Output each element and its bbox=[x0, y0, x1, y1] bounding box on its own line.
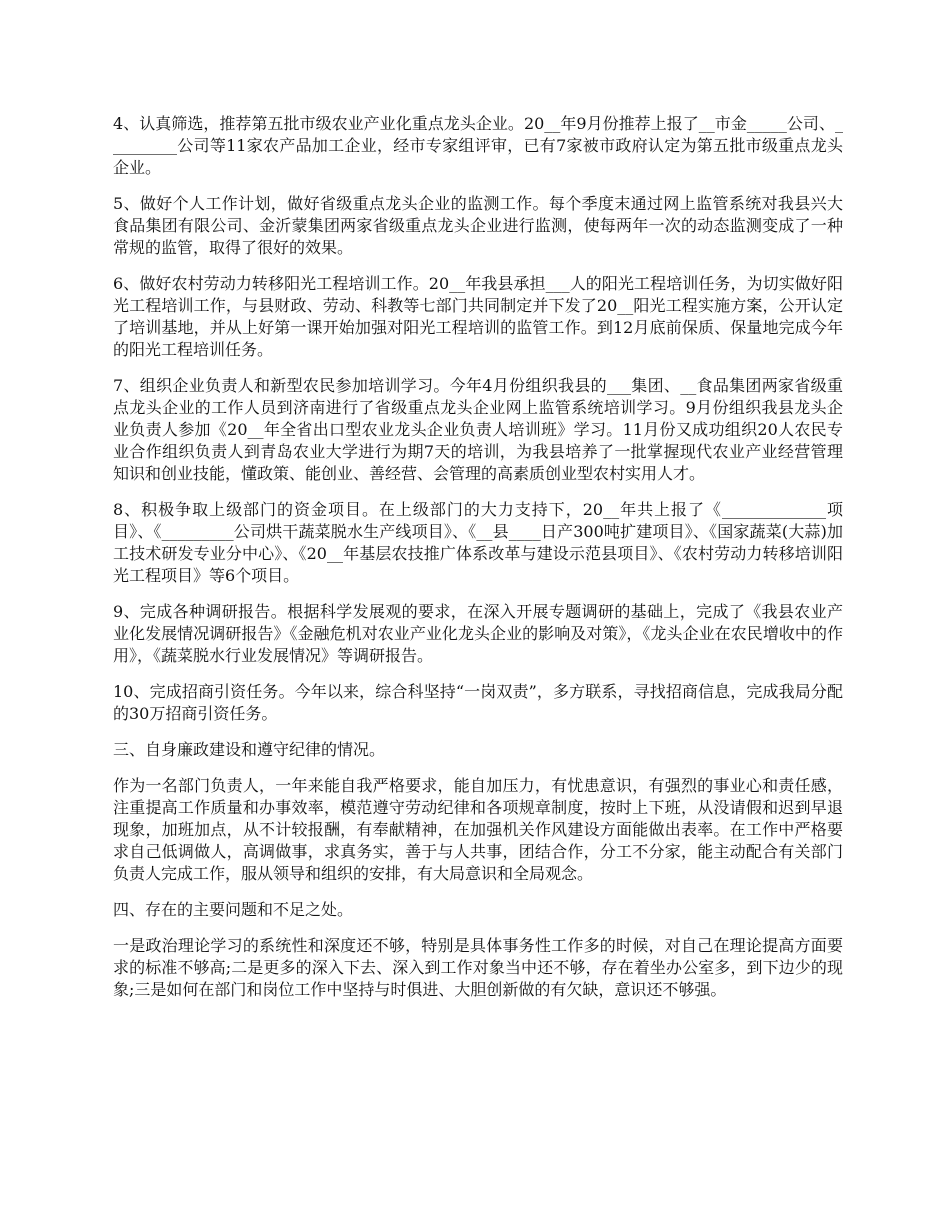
paragraph-item-10-investment: 10、完成招商引资任务。今年以来，综合科坚持“一岗双责”，多方联系，寻找招商信息，完成我局分配的30万招商引资任务。 bbox=[113, 682, 843, 723]
paragraph-item-7-study: 7、组织企业负责人和新型农民参加培训学习。今年4月份组织我县的___集团、__食品集团两家省级重点龙头企业的工作人员到济南进行了省级重点龙头企业网上监管系统培训学习。9月份组织我县龙头企业负责人参加《20__年全省出口型农业龙头企业负责人培训班》学习。11月份又成功组织20人农民专业合作组织负责人到青岛农业大学进行为期7天的培训，为我县培养了一批掌握现代农业产业经营管理知识和创业技能，懂政策、能创业、善经营、会管理的高素质创业型农村实用人才。 bbox=[113, 376, 843, 483]
paragraph-item-8-projects: 8、积极争取上级部门的资金项目。在上级部门的大力支持下，20__年共上报了《_____________项目》、《_________公司烘干蔬菜脱水生产线项目》、《__县____日产300吨扩建项目》、《国家蔬菜(大蒜)加工技术研发专业分中心》、《20__年基层农技推广体系改革与建设示范县项目》、《农村劳动力转移培训阳光工程项目》等6个项目。 bbox=[113, 500, 843, 585]
paragraph-problems-body: 一是政治理论学习的系统性和深度还不够，特别是具体事务性工作多的时候，对自己在理论提高方面要求的标准不够高;二是更多的深入下去、深入到工作对象当中还不够，存在着坐办公室多，到下边少的现象;三是如何在部门和岗位工作中坚持与时俱进、大胆创新做的有欠缺，意识还不够强。 bbox=[113, 936, 843, 999]
paragraph-item-9-reports: 9、完成各种调研报告。根据科学发展观的要求，在深入开展专题调研的基础上，完成了《我县农业产业化发展情况调研报告》《金融危机对农业产业化龙头企业的影响及对策》，《龙头企业在农民增收中的作用》，《蔬菜脱水行业发展情况》等调研报告。 bbox=[113, 602, 843, 665]
paragraph-integrity-body: 作为一名部门负责人，一年来能自我严格要求，能自加压力，有忧患意识，有强烈的事业心和责任感，注重提高工作质量和办事效率，模范遵守劳动纪律和各项规章制度，按时上下班，从没请假和迟到早退现象，加班加点，从不计较报酬，有奉献精神，在加强机关作风建设方面能做出表率。在工作中严格要求自己低调做人，高调做事，求真务实，善于与人共事，团结合作，分工不分家，能主动配合有关部门负责人完成工作，服从领导和组织的安排，有大局意识和全局观念。 bbox=[113, 776, 843, 883]
paragraph-item-5-monitoring: 5、做好个人工作计划，做好省级重点龙头企业的监测工作。每个季度末通过网上监管系统对我县兴大食品集团有限公司、金沂蒙集团两家省级重点龙头企业进行监测，使每两年一次的动态监测变成了一种常规的监管，取得了很好的效果。 bbox=[113, 194, 843, 257]
section-heading-integrity: 三、自身廉政建设和遵守纪律的情况。 bbox=[113, 740, 386, 759]
paragraph-item-6-training: 6、做好农村劳动力转移阳光工程培训工作。20__年我县承担___人的阳光工程培训任务，为切实做好阳光工程培训工作，与县财政、劳动、科教等七部门共同制定并下发了20__阳光工程实施方案，公开认定了培训基地，并从上好第一课开始加强对阳光工程培训的监管工作。到12月底前保质、保量地完成今年的阳光工程培训任务。 bbox=[113, 274, 843, 359]
document-page bbox=[113, 113, 843, 1015]
section-heading-problems: 四、存在的主要问题和不足之处。 bbox=[113, 900, 354, 919]
paragraph-item-4-screening: 4、认真筛选，推荐第五批市级农业产业化重点龙头企业。20__年9月份推荐上报了__市金_____公司、_________公司等11家农产品加工企业，经市专家组评审，已有7家被市政府认定为第五批市级重点龙头企业。 bbox=[113, 114, 843, 177]
